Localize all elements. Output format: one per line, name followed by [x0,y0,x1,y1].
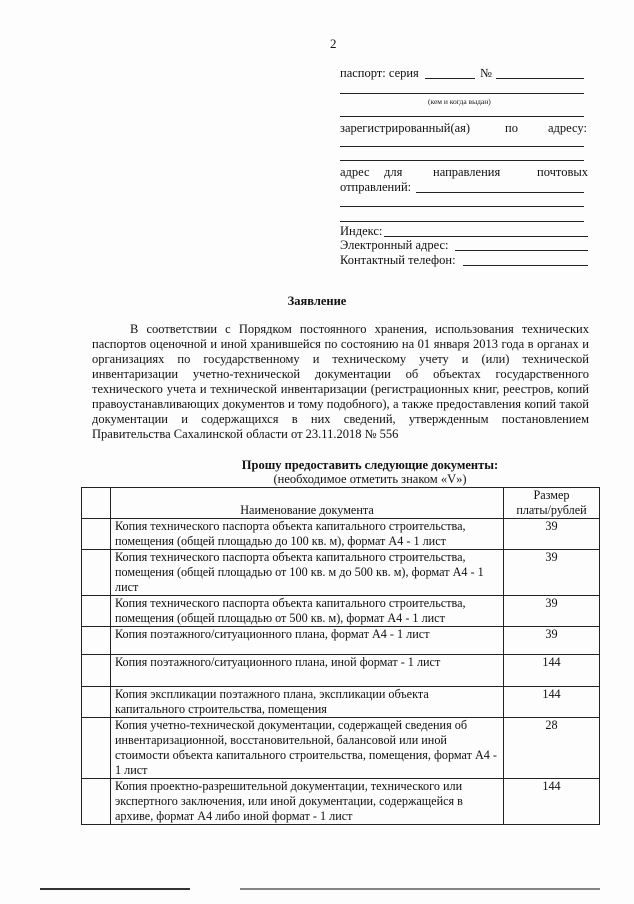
document-name-cell: Копия поэтажного/ситуационного плана, формат А4 - 1 лист [111,627,504,655]
mail-address-word-3: направления [433,165,501,179]
passport-number-sign: № [480,66,492,80]
table-row [82,779,600,825]
mail-address-field-3[interactable] [340,221,584,222]
select-checkbox-cell[interactable] [82,596,111,627]
table-row [82,655,600,687]
column-price-header-line2: платы/рублей [516,503,587,517]
header-check-cell [82,488,111,519]
table-header-row [82,488,600,519]
table-row [82,519,600,550]
registered-address-field-2[interactable] [340,160,584,161]
table-row [82,687,600,718]
column-name-header: Наименование документа [240,503,374,517]
statement-paragraph: В соответствии с Порядком постоянного хранения, использования технических паспортов оценочной и иной хранившейся по состоянию на 01 января 2013 года в органах и организациях по государственному и техническому учету и (или) технической инвентаризации учетно-технической документации об объектах государственного технического учета и технической инвентаризации (регистрационных книг, реестров, копий правоустанавливающих документов и тому подобного), а также предоставления копий такой документации и содержащихся в них сведений, утвержденным постановлением Правительства Сахалинской области от 23.11.2018 № 556 [92,322,589,441]
document-price-cell: 39 [504,519,600,550]
index-label: Индекс: [340,224,383,238]
select-checkbox-cell[interactable] [82,718,111,779]
mail-address-field[interactable] [416,192,584,193]
document-price-cell: 144 [504,655,600,687]
mail-address-word-4: почтовых [537,165,589,179]
select-checkbox-cell[interactable] [82,655,111,687]
registered-po: по [505,121,518,135]
document-name-cell: Копия поэтажного/ситуационного плана, иной формат - 1 лист [111,655,504,687]
passport-series-field[interactable] [425,78,475,79]
mail-address-field-2[interactable] [340,206,584,207]
mail-address-word-1: адрес [340,165,370,179]
document-price-cell: 39 [504,550,600,596]
page-number: 2 [330,36,337,51]
select-checkbox-cell[interactable] [82,779,111,825]
select-checkbox-cell[interactable] [82,550,111,596]
phone-label: Контактный телефон: [340,253,456,267]
table-row [82,627,600,655]
select-checkbox-cell[interactable] [82,519,111,550]
phone-field[interactable] [463,265,588,266]
registered-label: зарегистрированный(ая) [340,121,471,135]
table-row [82,550,600,596]
mail-address-line-2: отправлений: [340,180,412,194]
request-heading: Прошу предоставить следующие документы: [241,458,499,472]
table-row [82,596,600,627]
select-checkbox-cell[interactable] [82,687,111,718]
scan-edge-mark [40,888,190,890]
document-name-cell: Копия проектно-разрешительной документации, технического или экспертного заключения, или иной документации, содержащейся в архиве, формат А4 либо иной формат - 1 лист [111,779,504,825]
email-field[interactable] [455,250,588,251]
document-price-cell: 39 [504,596,600,627]
table-row [82,718,600,779]
documents-table [81,487,600,825]
scan-edge-mark-2 [240,888,600,890]
document-price-cell: 144 [504,687,600,718]
document-price-cell: 39 [504,627,600,655]
passport-series-label: паспорт: серия [340,66,419,80]
mail-address-word-2: для [384,165,403,179]
registered-address-label: адресу: [548,121,587,135]
header-price-cell [504,488,600,519]
column-price-header-line1: Размер [533,488,570,502]
index-field[interactable] [384,236,588,237]
issued-by-hint: (кем и когда выдан) [428,97,491,106]
email-label: Электронный адрес: [340,238,449,252]
document-name-cell: Копия технического паспорта объекта капитального строительства, помещения (общей площадью от 100 кв. м до 500 кв. м), формат А4 - 1 лист [111,550,504,596]
request-note: (необходимое отметить знаком «V») [273,472,467,486]
passport-issued-field-2[interactable] [340,116,584,117]
document-price-cell: 144 [504,779,600,825]
document-name-cell: Копия учетно-технической документации, содержащей сведения об инвентаризационной, восстановительной, балансовой или иной стоимости объекта капитального строительства, помещения, формат А4 - 1 лист [111,718,504,779]
registered-address-field[interactable] [340,146,584,147]
document-name-cell: Копия технического паспорта объекта капитального строительства, помещения (общей площадью до 100 кв. м), формат А4 - 1 лист [111,519,504,550]
passport-number-field[interactable] [496,78,584,79]
document-price-cell: 28 [504,718,600,779]
header-name-cell [111,488,504,519]
document-name-cell: Копия экспликации поэтажного плана, экспликации объекта капитального строительства, помещения [111,687,504,718]
document-title: Заявление [287,294,347,308]
document-name-cell: Копия технического паспорта объекта капитального строительства, помещения (общей площадью от 500 кв. м), формат А4 - 1 лист [111,596,504,627]
select-checkbox-cell[interactable] [82,627,111,655]
